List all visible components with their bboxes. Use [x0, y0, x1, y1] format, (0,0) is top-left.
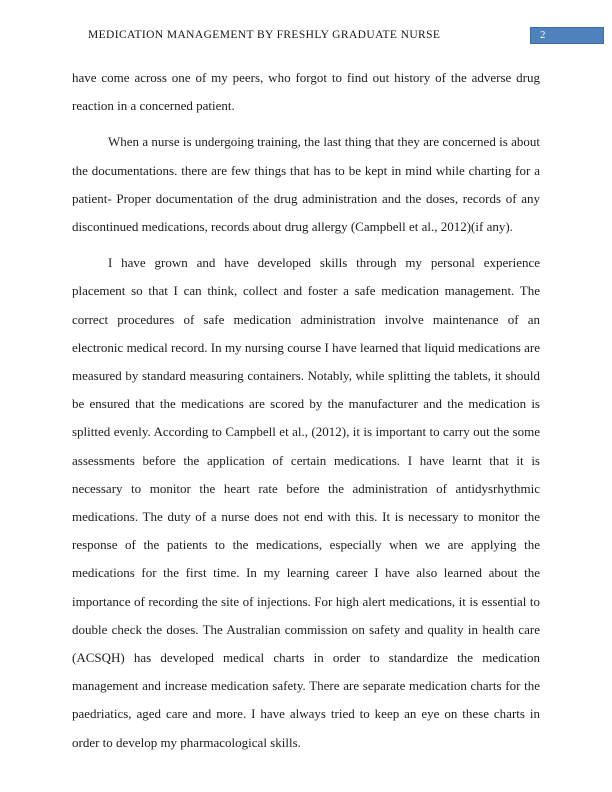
paragraph: I have grown and have developed skills through my personal experience placement so that I can think, collect and foster a safe medication management. The correct procedures of safe medication administration involve maintenance of an electronic medical record. In my nursing course I have learned that liquid medications are measured by standard measuring containers. Notably, while splitting the tablets, it should be ensured that the medications are scored by the manufacturer and the medication is splitted evenly. According to Campbell et al., (2012), it is important to carry out the some assessments before the application of certain medications. I have learnt that it is necessary to monitor the heart rate before the administration of antidysrhythmic medications. The duty of a nurse does not end with this. It is necessary to monitor the response of the patients to the medications, especially when we are applying the medications for the first time. In my learning career I have also learned about the importance of recording the site of injections. For high alert medications, it is essential to double check the doses. The Australian commission on safety and quality in health care (ACSQH) has developed medical charts in order to standardize the medication management and increase medication safety. There are separate medication charts for the paedriatics, aged care and more. I have always tried to keep an eye on these charts in order to develop my pharmacological skills. [72, 255, 540, 750]
document-body [72, 64, 540, 765]
paragraph: have come across one of my peers, who forgot to find out history of the adverse drug reaction in a concerned patient. [72, 70, 540, 114]
page-header [0, 0, 612, 56]
page-number: 2 [540, 29, 546, 41]
paragraph: When a nurse is undergoing training, the last thing that they are concerned is about the documentations. there are few things that has to be kept in mind while charting for a patient- Proper documentation of the drug administration and the doses, records of any discontinued medications, records about drug allergy (Campbell et al., 2012)(if any). [72, 134, 540, 235]
running-head: MEDICATION MANAGEMENT BY FRESHLY GRADUATE NURSE [88, 29, 441, 41]
page-number-box [530, 27, 604, 44]
